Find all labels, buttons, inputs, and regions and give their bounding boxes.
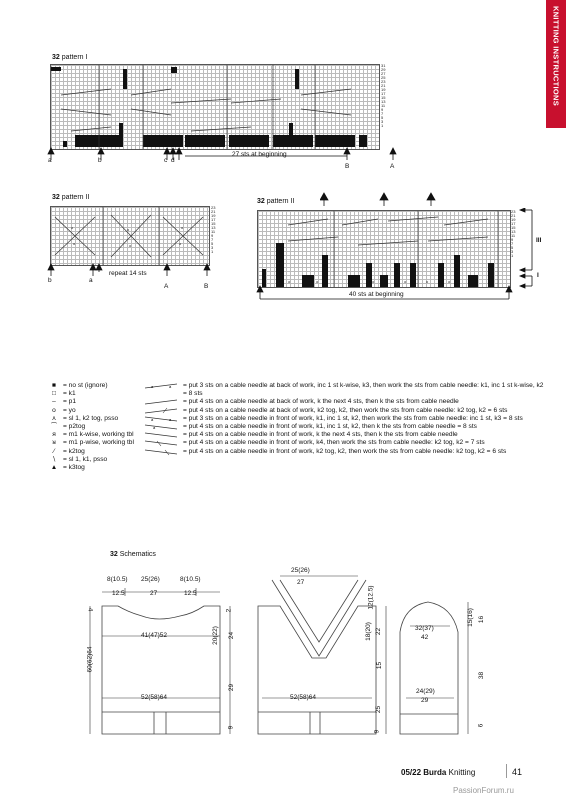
legend-item: ⋏ = sl 1, k2 tog, psso	[51, 414, 119, 422]
cable-symbol-icon	[143, 398, 183, 406]
back-right-15: 15	[376, 661, 384, 670]
svg-text:o: o	[127, 227, 130, 232]
chart3-section-brackets	[518, 208, 548, 298]
section-tab	[546, 0, 566, 128]
schematics-drawing	[80, 562, 500, 752]
cable-symbol-icon	[143, 407, 183, 415]
chart3-grid	[257, 210, 511, 288]
chart1-marker-c: c	[164, 157, 168, 164]
front-right-24: 24	[228, 631, 236, 640]
chart1-symbols	[51, 65, 379, 149]
cable-item: = put 4 sts on a cable needle in front of work, k the next 4 sts, then k the sts from cable needle	[143, 431, 549, 439]
sleeve-bottom-label: 24(29)	[416, 688, 435, 695]
chart1-marker-B: B	[345, 163, 350, 170]
symbol-legend	[48, 382, 134, 472]
chart3-top-arrows	[320, 192, 440, 208]
front-right-2: 2	[225, 608, 233, 613]
sleeve-right-6: 6	[477, 723, 485, 728]
svg-text:a: a	[151, 416, 154, 422]
sleeve-top-label: 32(37)	[415, 625, 434, 632]
cable-symbol-icon	[143, 431, 183, 439]
chart2-repeat-label: repeat 14 sts	[109, 270, 147, 277]
cable-item: = put 4 sts on a cable needle in front of work, k4, then work the sts from cable needle: k2 tog, k2 = 7 sts	[143, 439, 549, 447]
svg-text:o: o	[181, 225, 184, 230]
back-hem: 52(58)64	[290, 694, 317, 701]
front-neck-label: 25(26)	[141, 576, 160, 583]
legend-item: □ = k1	[52, 390, 76, 398]
chart3-repeat-label: 40 sts at beginning	[349, 291, 404, 298]
back-right-22: 22	[375, 627, 383, 636]
sleeve-bottom-cm: 29	[421, 697, 429, 704]
svg-text:o: o	[404, 279, 407, 284]
page-number: 41	[512, 767, 523, 777]
svg-text:a: a	[169, 416, 172, 422]
chart3-title: 32 pattern II	[257, 198, 295, 205]
schematics-title: 32 Schematics	[110, 551, 156, 558]
svg-text:o: o	[129, 243, 132, 248]
watermark-site: PassionForum.ru	[453, 786, 514, 795]
front-right-9: 9	[227, 725, 235, 730]
chart2-row-numbers: 23 21 19 17 15 13 11 9 7 5 3 1	[211, 205, 216, 254]
cable-item: a = put 4 sts on a cable needle in front of work, k1, inc 1 st, k2, then k the sts from cable needle = 8 sts	[143, 423, 549, 431]
cable-symbol-icon	[143, 415, 183, 423]
legend-item: ■ = no st (ignore)	[52, 382, 108, 389]
footer-divider	[506, 764, 507, 778]
chart2-title: 32 pattern II	[52, 194, 90, 201]
chart1-marker-A: A	[390, 163, 395, 170]
legend-item: ∕ = k2tog	[53, 447, 85, 455]
legend-item: ᴙ = m1 k-wise, working tbl	[52, 431, 134, 439]
legend-item: ᴚ = m1 p-wise, working tbl	[52, 439, 134, 447]
svg-text:o: o	[73, 241, 76, 246]
cable-item: = put 4 sts on a cable needle at back of work, k2 tog, k2, then work the sts from cable needle: k2 tog, k2 = 6 sts	[143, 407, 549, 415]
chart2-marker-B: B	[204, 283, 209, 290]
cable-symbol-icon	[143, 423, 183, 431]
front-chest: 41(47)52	[141, 632, 168, 639]
chart1-repeat-label: 27 sts at beginning	[232, 151, 287, 158]
chart3-row-numbers: 23 21 19 17 15 13 11 9 7 5 3 1	[511, 209, 516, 258]
chart2-marker-a: a	[89, 277, 93, 284]
chart1-markers	[40, 146, 420, 186]
svg-text:o: o	[372, 279, 375, 284]
chart2-symbols	[51, 207, 209, 265]
front-shoulder-right-cm: 12.5	[184, 590, 197, 597]
back-right-neck: 12(12.5)	[367, 585, 375, 610]
back-neck-label: 25(26)	[291, 567, 310, 574]
svg-text:o: o	[71, 225, 74, 230]
svg-text:o: o	[426, 279, 429, 284]
front-length: 60(62)64	[86, 646, 94, 673]
front-shoulder-right-label: 8(10.5)	[180, 576, 201, 583]
chart2-grid	[50, 206, 210, 266]
front-shoulder-cm: 12.5	[112, 590, 125, 597]
cable-symbol-icon	[143, 448, 183, 456]
chart1-row-numbers: 31 29 27 25 23 21 19 17 15 13 11 9 7 5 3 1	[381, 63, 386, 128]
svg-text:o: o	[288, 279, 291, 284]
legend-item: ⁀ = p2tog	[51, 423, 86, 431]
front-top-depth: 4	[86, 607, 94, 612]
svg-text:o: o	[179, 241, 182, 246]
back-right-armhole: 18(20)	[364, 622, 372, 641]
legend-item: o = yo	[52, 406, 76, 414]
front-right-29: 29	[228, 683, 236, 692]
chart1-title: 32 pattern I	[52, 54, 88, 61]
chart3-symbols	[258, 211, 510, 287]
legend-item: – = p1	[52, 398, 77, 406]
front-right-armhole: 20(22)	[211, 626, 219, 645]
chart2-marker-b: b	[48, 277, 52, 284]
front-shoulder-label: 8(10.5)	[107, 576, 128, 583]
cable-item: a a = put 3 sts on a cable needle in front of work, k1, inc 1 st, k2, then work the sts from cable needle: inc 1 st, k3 = 8 sts	[143, 415, 549, 423]
chart1-marker-d: d	[171, 157, 175, 164]
chart1-grid	[50, 64, 380, 150]
svg-text:a: a	[153, 425, 156, 431]
svg-text:o: o	[448, 279, 451, 284]
cable-item: a a = put 3 sts on a cable needle at back of work, inc 1 st k-wise, k3, then work the sts from cable needle: k1, inc 1 st k-wise, k2 = 8 sts	[143, 382, 549, 398]
chart3-section-I: I	[537, 272, 539, 279]
legend-item: ∖ = sl 1, k1, psso	[51, 455, 108, 463]
cable-symbol-icon	[143, 382, 183, 390]
back-right-25: 25	[375, 705, 383, 714]
chart3-section-III: III	[536, 237, 542, 244]
cable-legend	[143, 382, 549, 456]
svg-text:a: a	[151, 384, 154, 389]
sleeve-top-cm: 42	[421, 634, 429, 641]
front-hem: 52(58)64	[141, 694, 168, 701]
sleeve-right-cap: 15(16)	[466, 608, 474, 627]
page-footer: 05/22 Burda Knitting	[401, 768, 476, 777]
cable-item: = put 4 sts on a cable needle at back of work, k the next 4 sts, then k the sts from cable needle	[143, 398, 549, 406]
svg-text:a: a	[169, 384, 172, 389]
sleeve-right-16: 16	[478, 615, 486, 624]
cable-symbol-icon	[143, 439, 183, 447]
chart2-marker-A: A	[164, 283, 169, 290]
cable-item: = put 4 sts on a cable needle in front of work, k2 tog, k2, then work the sts from cable needle: k2 tog, k2 = 6 sts	[143, 448, 549, 456]
back-neck-cm: 27	[297, 579, 305, 586]
legend-item: ▲ = k3tog	[50, 464, 85, 472]
sleeve-right-38: 38	[478, 671, 486, 680]
front-neck-cm: 27	[150, 590, 158, 597]
svg-text:o: o	[316, 279, 319, 284]
section-tab-label: KNITTING INSTRUCTIONS	[551, 6, 561, 107]
back-right-9: 9	[373, 729, 381, 734]
chart1-marker-a: a	[48, 157, 52, 164]
chart1-marker-b: b	[98, 157, 102, 164]
